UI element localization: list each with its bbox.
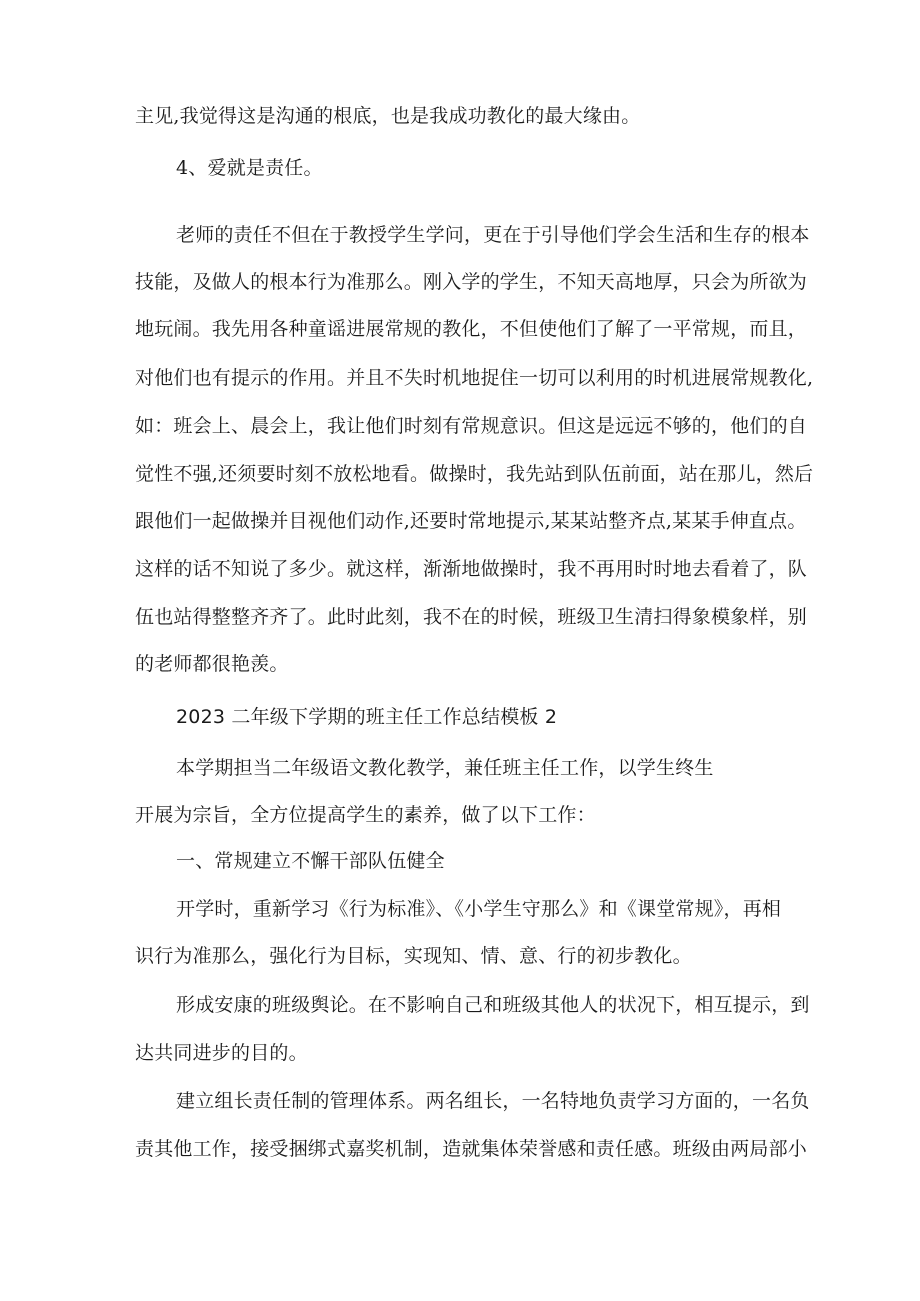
paragraph-line: 技能，及做人的根本行为准那么。刚入学的学生，不知天高地厚，只会为所欲为 [135, 271, 808, 293]
paragraph-line: 识行为准那么，强化行为目标，实现知、情、意、行的初步教化。 [135, 945, 692, 967]
paragraph-line: 主见,我觉得这是沟通的根底，也是我成功教化的最大缘由。 [135, 105, 641, 127]
paragraph-line: 觉性不强,还须要时刻不放松地看。做操时，我先站到队伍前面，站在那儿，然后 [135, 463, 814, 485]
paragraph-line: 地玩闹。我先用各种童谣进展常规的教化，不但使他们了解了一平常规，而且， [135, 318, 808, 340]
paragraph-line: 跟他们一起做操并目视他们动作,还要时常地提示,某某站整齐点,某某手伸直点。 [135, 510, 807, 532]
paragraph-line: 伍也站得整整齐齐了。此时此刻，我不在的时候，班级卫生清扫得象模象样，别 [135, 606, 808, 628]
document-subtitle: 2023 二年级下学期的班主任工作总结模板 2 [176, 706, 558, 728]
paragraph-line: 达共同进步的目的。 [135, 1042, 308, 1064]
section-heading: 4、爱就是责任。 [176, 157, 323, 179]
paragraph-line: 这样的话不知说了多少。就这样，渐渐地做操时，我不再用时时地去看着了，队 [135, 558, 808, 580]
paragraph-line: 本学期担当二年级语文教化教学，兼任班主任工作，以学生终生 [176, 757, 714, 779]
paragraph-line: 对他们也有提示的作用。并且不失时机地捉住一切可以利用的时机进展常规教化, [135, 367, 814, 389]
paragraph-line: 责其他工作，接受捆绑式嘉奖机制，造就集体荣誉感和责任感。班级由两局部小 [135, 1138, 808, 1160]
paragraph-line: 如：班会上、晨会上，我让他们时刻有常规意识。但这是远远不够的，他们的自 [135, 415, 808, 437]
paragraph-line: 开学时，重新学习《行为标准》、《小学生守那么》和《课堂常规》，再相 [176, 898, 782, 920]
section-heading: 一、常规建立不懈干部队伍健全 [176, 850, 445, 872]
paragraph-line: 的老师都很艳羡。 [135, 653, 289, 675]
paragraph-line: 建立组长责任制的管理体系。两名组长，一名特地负责学习方面的，一名负 [176, 1090, 810, 1112]
paragraph-line: 形成安康的班级舆论。在不影响自己和班级其他人的状况下，相互提示，到 [176, 994, 810, 1016]
paragraph-line: 开展为宗旨，全方位提高学生的素养，做了以下工作： [135, 804, 596, 826]
paragraph-line: 老师的责任不但在于教授学生学问，更在于引导他们学会生活和生存的根本 [176, 224, 810, 246]
